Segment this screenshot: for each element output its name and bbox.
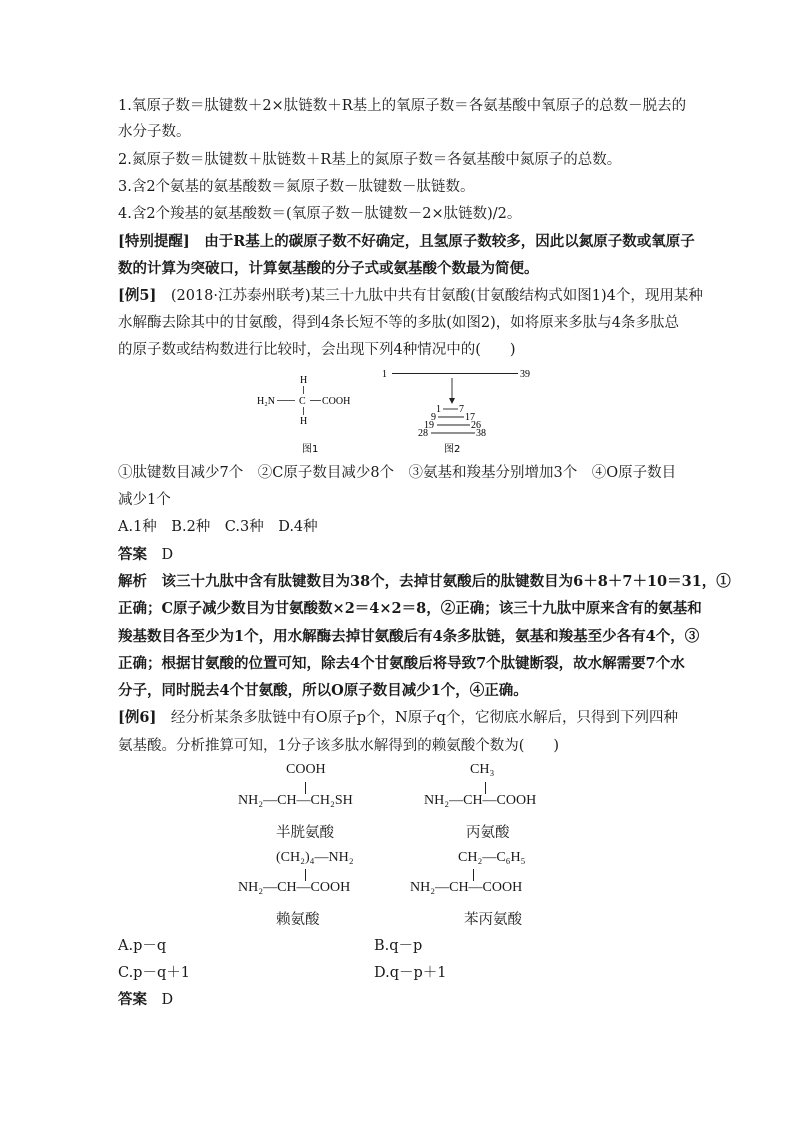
rule-4: 4.含2个羧基的氨基酸数＝(氧原子数－肽键数－2×肽链数)/2。	[118, 206, 522, 222]
example6-option-c: C.p－q＋1	[118, 965, 190, 981]
example5-statements-2: 减少1个	[118, 492, 171, 508]
fig1-c: C	[299, 396, 306, 407]
fig1-cooh: COOH	[322, 396, 351, 407]
rule-2: 2.氮原子数＝肽键数＋肽链数＋R基上的氮原子数＝各氨基酸中氮原子的总数。	[118, 152, 622, 168]
figure-2-fragments	[378, 362, 538, 462]
example6-option-b: B.q－p	[374, 938, 423, 954]
phenylalanine-name: 苯丙氨酸	[464, 912, 522, 928]
figure-1-glycine	[255, 370, 365, 460]
fig2-caption: 图2	[444, 444, 461, 455]
analysis-label: 解析	[118, 573, 147, 590]
fig1-caption: 图1	[302, 444, 319, 455]
fig2-frag3-end: 26	[471, 420, 481, 431]
example5-text-1: (2018·江苏泰州联考)某三十九肽中共有甘氨酸(甘氨酸结构式如图1)4个，现用某种	[170, 288, 703, 304]
tip-line-1	[118, 232, 695, 252]
example6-line-2: 氨基酸。分析推算可知，1分子该多肽水解得到的赖氨酸个数为( )	[118, 738, 560, 754]
example6-text-1: 经分析某条多肽链中有O原子p个，N原子q个，它彻底水解后，只得到下列四种	[170, 710, 678, 726]
phenylalanine-top: CH₂—C₆H₅	[458, 850, 526, 865]
example5-line-1	[118, 286, 703, 306]
cysteine-top: COOH	[286, 762, 326, 777]
example6-label: [例6]	[118, 709, 157, 726]
rule-1-line-2: 水分子数。	[118, 124, 191, 140]
example6-answer	[118, 990, 173, 1010]
lysine-name: 赖氨酸	[276, 912, 320, 928]
example5-answer	[118, 545, 173, 565]
example5-options: A.1种 B.2种 C.3种 D.4种	[118, 519, 318, 535]
analysis-line-5: 分子，同时脱去4个甘氨酸，所以O原子数目减少1个，④正确。	[118, 682, 528, 699]
alanine-main: NH₂—CH—COOH	[424, 793, 537, 808]
fig2-frag3-start: 19	[424, 420, 434, 431]
analysis-line-1	[118, 572, 731, 592]
answer-value: D	[161, 992, 174, 1008]
analysis-line-4: 正确；根据甘氨酸的位置可知，除去4个甘氨酸后将导致7个肽键断裂，故水解需要7个水	[118, 655, 685, 672]
fig1-h-top: H	[300, 375, 308, 386]
example6-line-1	[118, 708, 678, 728]
example6-option-a: A.p－q	[118, 938, 167, 954]
answer-value: D	[161, 547, 174, 563]
example5-label: [例5]	[118, 287, 157, 304]
fig2-frag1-start: 1	[436, 404, 441, 415]
fig2-frag2-end: 17	[465, 412, 475, 423]
fig2-frag4-start: 28	[418, 428, 428, 439]
tip-text-1: 由于R基上的碳原子数不好确定，且氢原子数较多，因此以氮原子数或氧原子	[204, 233, 695, 250]
example6-option-d: D.q－p＋1	[374, 965, 447, 981]
example5-line-2: 水解酶去除其中的甘氨酸，得到4条长短不等的多肽(如图2)，如将原来多肽与4条多肽总	[118, 315, 679, 331]
rule-3: 3.含2个氨基的氨基酸数＝氮原子数－肽键数－肽链数。	[118, 179, 475, 195]
answer-label: 答案	[118, 546, 147, 563]
example5-line-3: 的原子数或结构数进行比较时，会出现下列4种情况中的( )	[118, 342, 516, 358]
answer-label: 答案	[118, 991, 147, 1008]
analysis-line-2: 正确；C原子减少数目为甘氨酸数×2＝4×2＝8，②正确；该三十九肽中原来含有的氨基和	[118, 600, 702, 617]
cysteine-name: 半胱氨酸	[276, 825, 334, 841]
example5-statements-1: ①肽键数目减少7个 ②C原子数目减少8个 ③氨基和羧基分别增加3个 ④O原子数目	[118, 465, 677, 481]
fig1-h-bottom: H	[300, 416, 308, 427]
lysine-top: (CH₂)₄—NH₂	[276, 850, 354, 865]
tip-line-2: 数的计算为突破口，计算氨基酸的分子式或氨基酸个数最为简便。	[118, 260, 539, 277]
fig1-h2n: H₂N	[257, 396, 275, 407]
fig2-start: 1	[382, 369, 387, 380]
fig2-frag2-start: 9	[431, 412, 436, 423]
fig2-frag4-end: 38	[476, 428, 486, 439]
fig2-frag1-end: 7	[459, 404, 464, 415]
phenylalanine-main: NH₂—CH—COOH	[410, 880, 523, 895]
analysis-line-3: 羧基数目各至少为1个，用水解酶去掉甘氨酸后有4条多肽链，氨基和羧基至少各有4个，③	[118, 628, 700, 645]
rule-1-line-1: 1.氧原子数＝肽键数＋2×肽链数＋R基上的氧原子数＝各氨基酸中氧原子的总数－脱去的	[118, 98, 687, 114]
cysteine-main: NH₂—CH—CH₂SH	[238, 793, 353, 808]
lysine-main: NH₂—CH—COOH	[238, 880, 351, 895]
tip-label: [特别提醒]	[118, 233, 190, 250]
alanine-name: 丙氨酸	[466, 825, 510, 841]
alanine-top: CH₃	[470, 762, 495, 777]
fig2-end: 39	[520, 369, 530, 380]
analysis-text-1: 该三十九肽中含有肽键数目为38个，去掉甘氨酸后的肽键数目为6＋8＋7＋10＝31，①	[161, 573, 731, 590]
